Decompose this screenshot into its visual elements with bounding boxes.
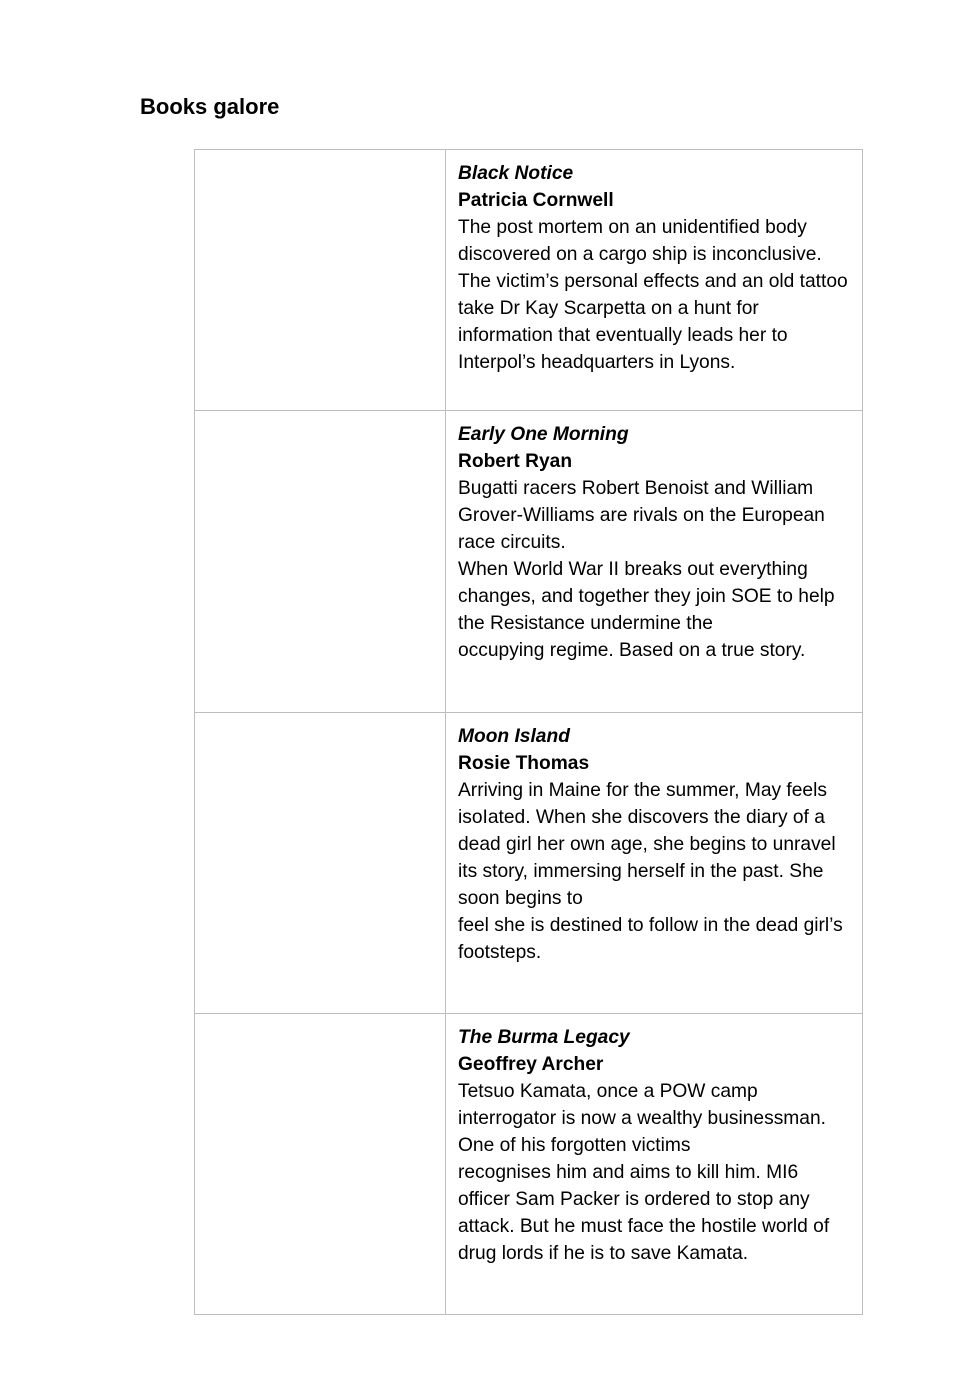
book-cover-cell [195, 1014, 446, 1315]
books-table [194, 149, 863, 1315]
description-paragraph: When World War II breaks out everything changes, and together they join SOE to help the Resistance undermine the [458, 559, 835, 634]
book-description [458, 475, 850, 664]
book-author: Robert Ryan [458, 451, 573, 472]
book-author: Patricia Cornwell [458, 190, 614, 211]
book-title: Moon Island [458, 726, 570, 747]
book-row [195, 411, 863, 713]
book-info-cell [446, 1014, 863, 1315]
book-info-cell [446, 411, 863, 713]
book-title: The Burma Legacy [458, 1027, 630, 1048]
book-info-cell [446, 150, 863, 411]
book-description [458, 777, 850, 966]
description-paragraph: Arriving in Maine for the summer, May feels isoIated. When she discovers the diary of a dead girl her own age, she begins to unravel its story, immersing herself in the past. She soon begins to [458, 780, 836, 909]
book-author: Rosie Thomas [458, 753, 590, 774]
description-paragraph: Tetsuo Kamata, once a POW camp interrogator is now a wealthy businessman. One of his forgotten victims [458, 1081, 826, 1156]
book-description [458, 1078, 850, 1267]
book-cover-cell [195, 713, 446, 1014]
description-paragraph: Bugatti racers Robert Benoist and William Grover-Williams are rivals on the European race circuits. [458, 478, 825, 553]
book-row [195, 713, 863, 1014]
book-info-cell [446, 713, 863, 1014]
book-title: Black Notice [458, 163, 574, 184]
book-cover-cell [195, 411, 446, 713]
description-paragraph: feel she is destined to follow in the dead girl’s footsteps. [458, 915, 843, 963]
book-author: Geoffrey Archer [458, 1054, 604, 1075]
book-title: Early One Morning [458, 424, 629, 445]
page-title: Books galore [140, 94, 280, 119]
description-paragraph: occupying regime. Based on a true story. [458, 640, 806, 661]
description-paragraph: The post mortem on an unidentified body discovered on a cargo ship is inconclusive. The victim’s personal effects and an old tattoo take Dr Kay Scarpetta on a hunt for information that eventually leads her to Interpol’s headquarters in Lyons. [458, 217, 848, 373]
description-paragraph: recognises him and aims to kill him. MI6 officer Sam Packer is ordered to stop any attack. But he must face the hostile world of drug lords if he is to save Kamata. [458, 1162, 830, 1264]
book-cover-cell [195, 150, 446, 411]
book-row [195, 1014, 863, 1315]
book-description [458, 214, 850, 376]
book-row [195, 150, 863, 411]
